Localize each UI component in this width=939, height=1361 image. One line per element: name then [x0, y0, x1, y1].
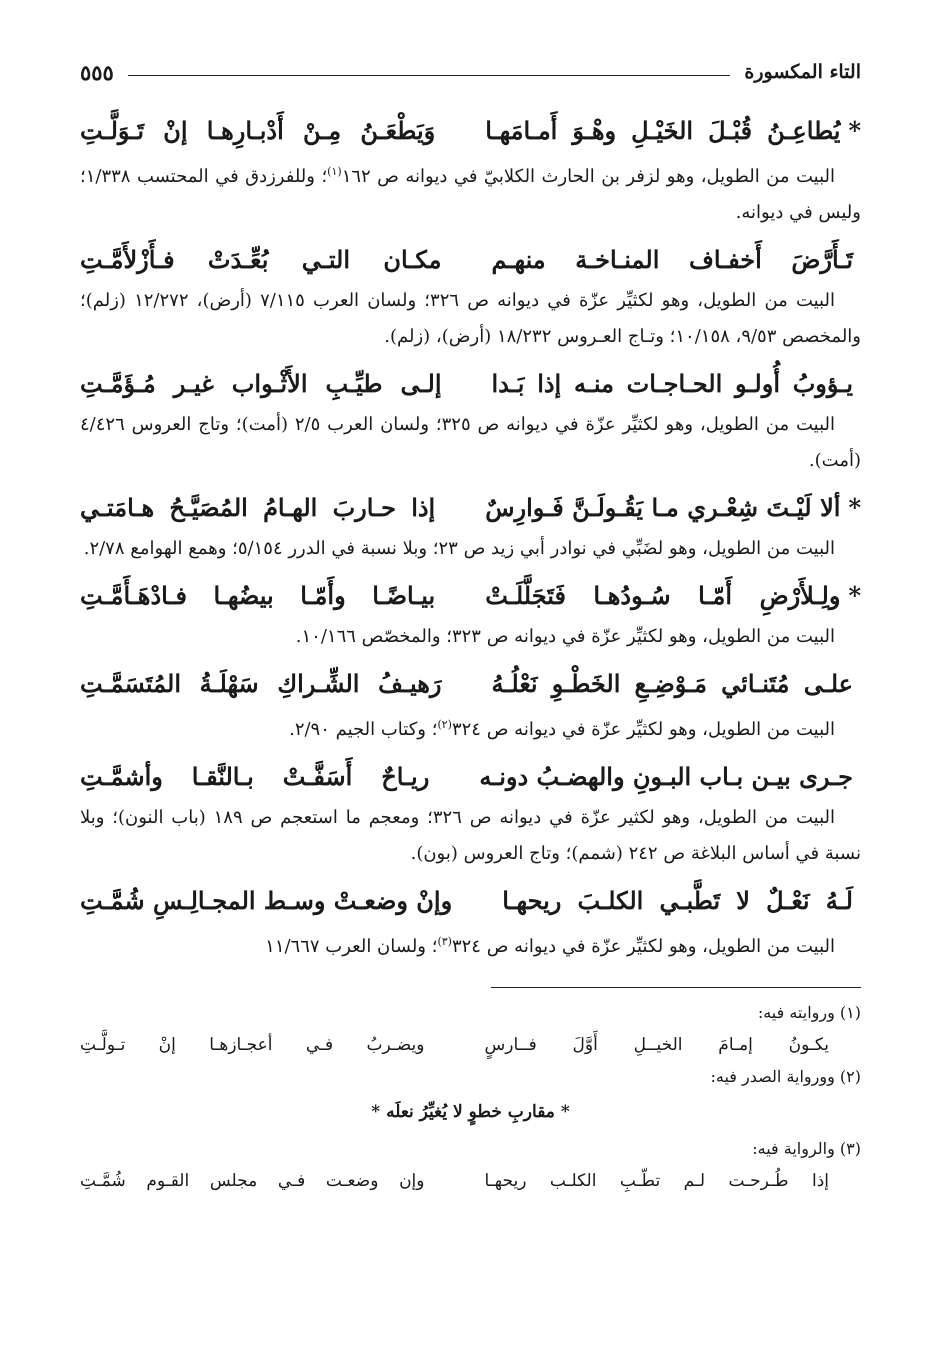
footnote-3-verse [80, 1164, 861, 1198]
verse-entry [80, 237, 861, 355]
first-hemistich: جـرى بيـن بـاب البـونِ والهضـبُ دونـه [479, 762, 853, 791]
second-hemistich: وإنْ وضعـتْ وسـط المجـالِـسِ شُمَّـتِ [80, 886, 453, 915]
verse-commentary: البيت من الطويل، وهو لكثيِّر عزّة في ديوانه ص ٣٢٣؛ والمخصّص ١٠/١٦٦. [295, 626, 835, 647]
verse-star-marker: * [848, 116, 861, 145]
footnote-3-label: (٣) والرواية فيه: [752, 1139, 861, 1158]
footnote-1-second-hemistich: ويضـربُ فـي أعجـازهـا إنْ تـولَّـتِ [80, 1035, 425, 1055]
verse-entry [80, 361, 861, 479]
first-hemistich: يُطاعِـنُ قُبْـلَ الخَيْـلِ وهْـوَ أَمـامَهـا [485, 116, 841, 145]
verse-commentary: البيت من الطويل، وهو لكثيِّر عزّة في ديوانه ص ٣٢٦؛ ولسان العرب ٧/١١٥ (أرض)، ١٢/٢٧٢ (زلم)؛ والمخصص ٩/٥٣، ١٠/١٥٨؛ وتـاج العـروس ١٨/٢٣٢ (أرض)، (زلم). [80, 290, 861, 347]
verse-commentary: البيت من الطويل، وهو لكثير عزّة في ديوانه ص ٣٢٦؛ ومعجم ما استعجم ص ١٨٩ (باب النون)؛ وبلا نسبة في أساس البلاغة ص ٢٤٢ (شمم)؛ وتاج العروس (بون). [80, 807, 861, 864]
footnote-2-verse: * مقاربِ خطوٍ لا يُغيِّرُ نعلَه * [371, 1102, 570, 1122]
verse-line [80, 485, 861, 531]
verse-entries [80, 108, 861, 965]
verse-star-marker: * [848, 581, 861, 610]
footnote-1-label: (١) وروايته فيه: [757, 1003, 861, 1022]
verse-star-marker: * [848, 493, 861, 522]
verse-line [80, 361, 861, 407]
first-hemistich: ألا لَيْـتَ شِعْـري مـا يَقُـولَـنَّ فَـوارِسٌ [485, 493, 841, 522]
running-title: التاء المكسورة [744, 61, 861, 83]
verse-entry [80, 754, 861, 872]
footnote-2-label: (٢) وورواية الصدر فيه: [710, 1067, 861, 1086]
second-hemistich: ريـاحٌ أَسَفَّـتْ بـالنَّقـا وأشمَّـتِ [80, 762, 430, 791]
second-hemistich: إلـى طيِّـبِ الأَثْـواب غيـر مُـؤَمَّـتِ [80, 369, 442, 398]
verse-line [80, 573, 861, 619]
second-hemistich: وَيَطْعَـنُ مِـنْ أَدْبـارِهـا إنْ تَـوَلَّـتِ [80, 116, 436, 145]
header-rule [128, 75, 731, 76]
footnote-marker: (٣) [437, 935, 452, 948]
second-hemistich: رَهيـفُ الشِّـراكِ سَهْلَـةُ المُتَسَمَّـتِ [80, 669, 442, 698]
verse-line [80, 661, 861, 707]
first-hemistich: علـى مُتَنـائي مَـوْضِـعِ الخَطْـوِ نَعْلُـهُ [491, 669, 853, 698]
second-hemistich: بيـاضًـا وأَمّـا بيضُهـا فـادْهَـأَمَّـتِ [80, 581, 436, 610]
first-hemistich: تَـأَرَّضَ أَخفـاف المنـاخـة منهـم [491, 245, 853, 274]
verse-entry [80, 661, 861, 748]
verse-commentary: البيت من الطويل، وهو لكثيِّر عزّة في ديوانه ص ٣٢٥؛ ولسان العرب ٢/٥ (أمت)؛ وتاج العروس ٤/٤٢٦ (أمت). [80, 414, 861, 471]
verse-commentary: البيت من الطويل، وهو لضَبِّي في نوادر أبي زيد ص ٢٣؛ وبلا نسبة في الدرر ٥/١٥٤؛ وهمع الهوامع ٢/٧٨. [83, 538, 835, 559]
first-hemistich: ولِـلأَرْضِ أَمّـا سُـودُهـا فَتَجَلَّلَـتْ [485, 581, 841, 610]
page-number: ٥٥٥ [80, 59, 114, 85]
verse-commentary: البيت من الطويل، وهو لكثيِّر عزّة في ديوانه ص ٣٢٤$^{(٣)}$؛ ولسان العرب ١١/٦٦٧ [265, 935, 835, 957]
footnote-marker: (١) [327, 165, 342, 178]
verse-entry [80, 485, 861, 567]
first-hemistich: لَـهُ نَعْـلٌ لا تَطَّبـي الكلـبَ ريحهـا [502, 886, 853, 915]
verse-commentary: البيت من الطويل، وهو لكثيِّر عزّة في ديوانه ص ٣٢٤$^{(٢)}$؛ وكتاب الجيم ٢/٩٠. [289, 718, 835, 740]
footnote-3-second-hemistich: وإن وضعـت فـي مجلس القـوم شُمَّـتِ [80, 1171, 425, 1191]
verse-entry [80, 108, 861, 231]
book-page [80, 50, 861, 1321]
verse-line [80, 754, 861, 800]
footnote-1-first-hemistich: يكـونُ إمـامَ الخيــلِ أَوَّلَ فــارسٍ [484, 1035, 829, 1055]
verse-entry [80, 878, 861, 965]
second-hemistich: مكـان التـي بُعِّـدَتْ فـأَزْلأَمَّـتِ [80, 245, 442, 274]
footnote-marker: (٢) [437, 718, 452, 731]
footnote-1-verse [80, 1028, 861, 1062]
second-hemistich: إذا حـاربَ الهـامُ المُصَيَّـحُ هـامَتـي [80, 493, 436, 522]
verse-line [80, 108, 861, 154]
footnotes [80, 998, 861, 1198]
verse-line [80, 878, 861, 924]
footnote-3-first-hemistich: إذا طُـرحـت لـم تطّـبِ الكلـب ريحهـا [484, 1171, 829, 1191]
footnote-separator [491, 987, 861, 988]
verse-commentary: البيت من الطويل، وهو لزفر بن الحارث الكلابيّ في ديوانه ص ١٦٢$^{(١)}$؛ وللفرزدق في المحتسب ١/٣٣٨؛ وليس في ديوانه. [80, 165, 861, 223]
verse-entry [80, 573, 861, 655]
first-hemistich: يـؤوبُ أُولـو الحـاجـات منـه إذا بَـدا [491, 369, 853, 398]
page-header [80, 50, 861, 94]
verse-line [80, 237, 861, 283]
